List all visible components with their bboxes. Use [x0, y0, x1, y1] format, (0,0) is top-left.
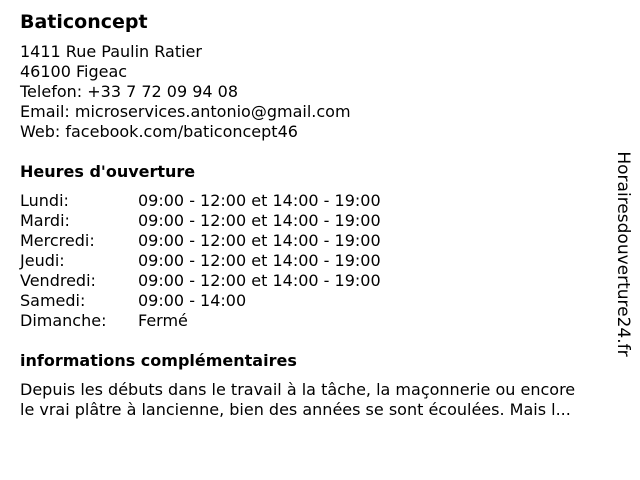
hours-row-sunday — [20, 311, 381, 331]
site-watermark: Horairesdouverture24.fr — [613, 151, 633, 357]
hours-row-tuesday — [20, 211, 381, 231]
business-name: Baticoncept — [20, 11, 148, 33]
contact-block — [20, 42, 610, 142]
time-value: 09:00 - 12:00 et 14:00 - 19:00 — [138, 191, 381, 210]
business-card — [20, 10, 610, 420]
time-value: Fermé — [138, 311, 188, 330]
web-line: Web: facebook.com/baticoncept46 — [20, 122, 298, 141]
phone-line: Telefon: +33 7 72 09 94 08 — [20, 82, 239, 101]
day-label: Mardi: — [20, 211, 70, 230]
description-line: le vrai plâtre à lancienne, bien des années se sont écoulées. Mais l... — [20, 400, 571, 419]
hours-row-thursday — [20, 251, 381, 271]
time-value: 09:00 - 14:00 — [138, 291, 247, 310]
hours-heading: Heures d'ouverture — [20, 162, 196, 181]
hours-row-saturday — [20, 291, 381, 311]
day-label: Samedi: — [20, 291, 86, 310]
hours-row-wednesday — [20, 231, 381, 251]
time-value: 09:00 - 12:00 et 14:00 - 19:00 — [138, 271, 381, 290]
time-value: 09:00 - 12:00 et 14:00 - 19:00 — [138, 231, 381, 250]
day-label: Lundi: — [20, 191, 69, 210]
time-value: 09:00 - 12:00 et 14:00 - 19:00 — [138, 251, 381, 270]
email-line: Email: microservices.antonio@gmail.com — [20, 102, 351, 121]
day-label: Vendredi: — [20, 271, 96, 290]
info-description — [20, 380, 610, 420]
address-street: 1411 Rue Paulin Ratier — [20, 42, 202, 61]
address-city: 46100 Figeac — [20, 62, 128, 81]
day-label: Dimanche: — [20, 311, 107, 330]
hours-row-monday — [20, 191, 381, 211]
day-label: Mercredi: — [20, 231, 95, 250]
description-line: Depuis les débuts dans le travail à la tâche, la maçonnerie ou encore — [20, 380, 576, 399]
time-value: 09:00 - 12:00 et 14:00 - 19:00 — [138, 211, 381, 230]
hours-row-friday — [20, 271, 381, 291]
info-heading: informations complémentaires — [20, 351, 297, 370]
hours-table — [20, 191, 381, 331]
day-label: Jeudi: — [20, 251, 65, 270]
